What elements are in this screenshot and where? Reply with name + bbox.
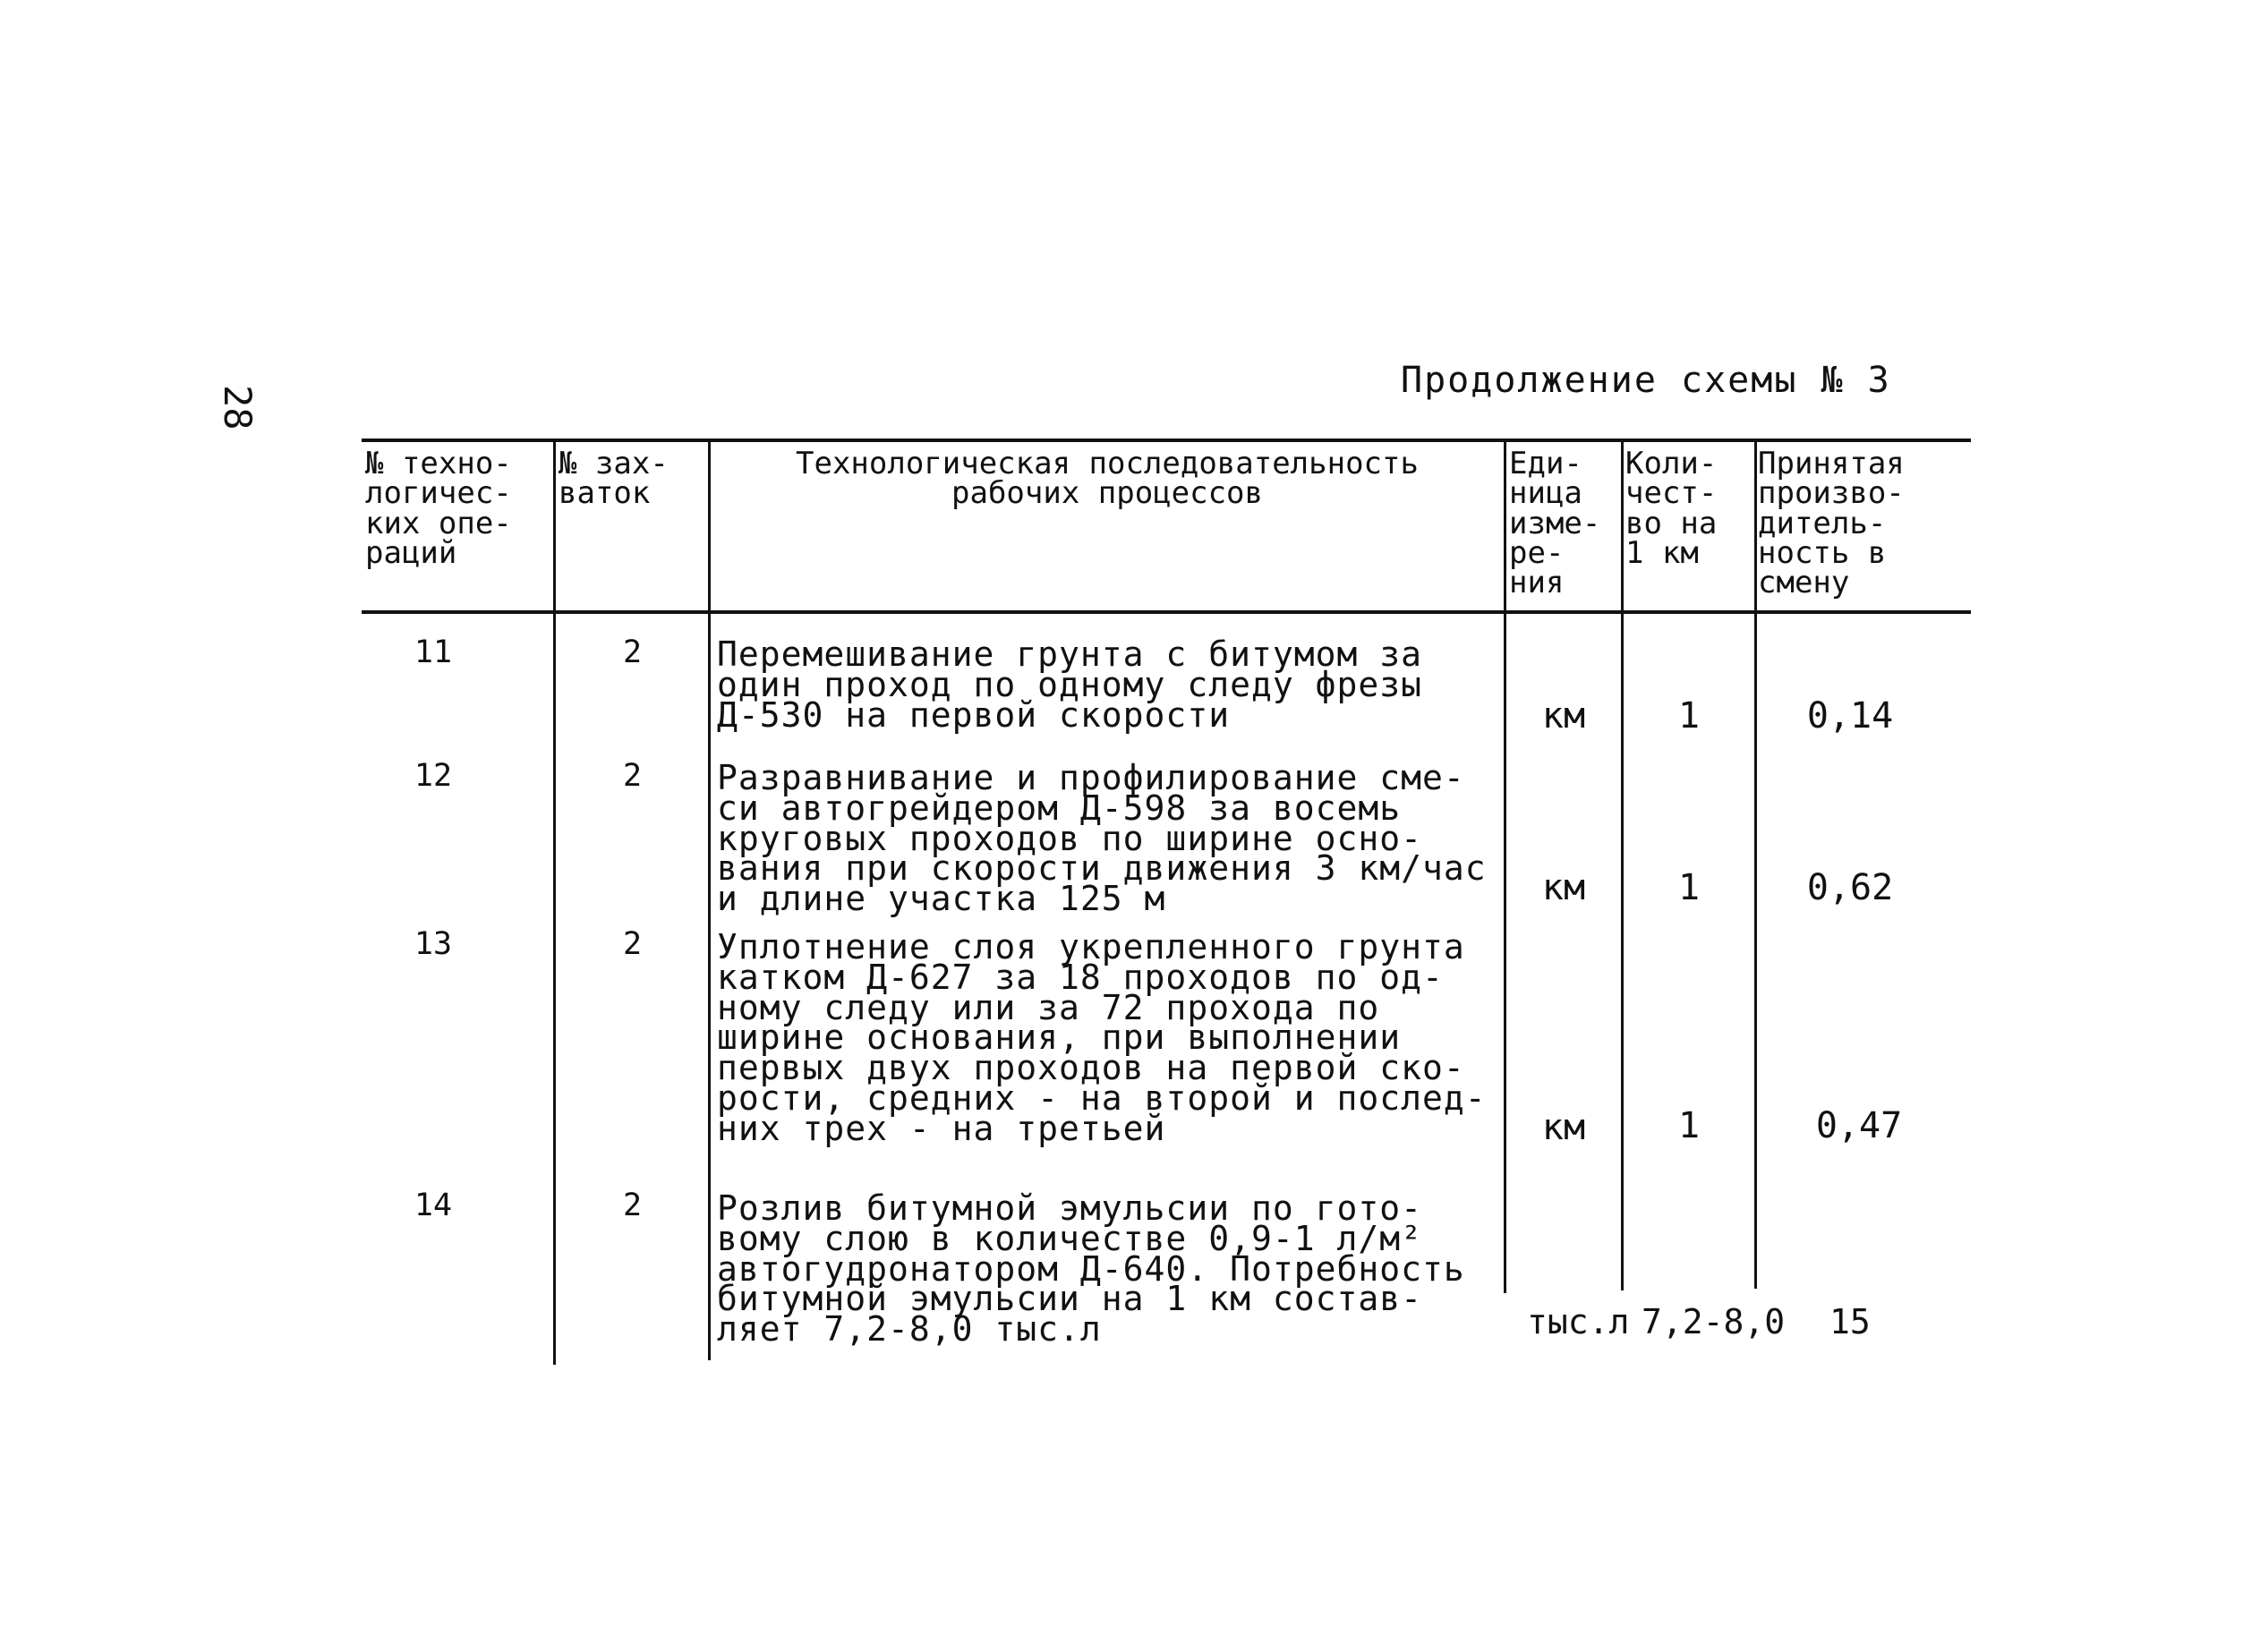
header-operation-number: № техно- логичес- ких опе- раций xyxy=(365,446,512,571)
row-11-output: 0,14 xyxy=(1806,695,1894,737)
row-11-unit: км xyxy=(1541,695,1586,737)
row-12-unit: км xyxy=(1541,867,1586,908)
schema-continuation-heading: Продолжение схемы № 3 xyxy=(1401,360,1891,401)
row-14-output: 15 xyxy=(1829,1302,1871,1341)
row-13-description: Уплотнение слоя укрепленного грунта катком Д-627 за 18 проходов по од- ному следу или за 72 прохода по ширине основания, при выполнении первых двух проходов на первой ско- рости, средних - на второй и послед- них трех - на третьей xyxy=(717,927,1487,1148)
row-13-quantity: 1 xyxy=(1677,1105,1701,1146)
row-13-unit: км xyxy=(1541,1107,1586,1148)
header-unit: Еди- ница изме- ре- ния xyxy=(1509,446,1601,601)
row-14-unit: тыс.л xyxy=(1527,1302,1630,1341)
table-top-rule xyxy=(362,439,1971,442)
process-table xyxy=(362,439,1973,1369)
column-divider-4 xyxy=(1621,439,1624,1290)
row-11-quantity: 1 xyxy=(1677,695,1701,737)
header-bottom-rule xyxy=(362,610,1971,614)
row-12-description: Разравнивание и профилирование сме- си автогрейдером Д-598 за восемь круговых проходов по ширине осно- вания при скорости движения 3 км/час и длине участка 125 м xyxy=(717,758,1487,919)
header-grip-number: № зах- ваток xyxy=(559,446,669,512)
header-process-sequence: Технологическая последовательность рабочих процессов xyxy=(796,446,1419,512)
header-output-per-shift: Принятая произво- дитель- ность в смену xyxy=(1758,446,1905,601)
row-14-quantity: 7,2-8,0 xyxy=(1642,1302,1786,1341)
row-12-quantity: 1 xyxy=(1677,867,1701,908)
row-12-grip-number: 2 xyxy=(622,758,643,794)
row-14-description: Розлив битумной эмульсии по гото- вому слою в количестве 0,9-1 л/м² автогудронатором Д-640. Потребность битумной эмульсии на 1 км состав- ляет 7,2-8,0 тыс.л xyxy=(717,1188,1465,1350)
header-quantity-per-km: Коли- чест- во на 1 км xyxy=(1625,446,1718,571)
row-14-grip-number: 2 xyxy=(622,1188,643,1223)
column-divider-1 xyxy=(553,439,556,1365)
row-11-grip-number: 2 xyxy=(622,634,643,670)
column-divider-2 xyxy=(708,439,711,1360)
row-11-op-number: 11 xyxy=(414,634,453,670)
row-11-description: Перемешивание грунта с битумом за один проход по одному следу фрезы Д-530 на первой скорости xyxy=(717,634,1422,735)
row-13-grip-number: 2 xyxy=(622,926,643,962)
page-number: 28 xyxy=(216,385,260,430)
row-12-output: 0,62 xyxy=(1806,867,1894,908)
row-12-op-number: 12 xyxy=(414,758,453,794)
row-14-op-number: 14 xyxy=(414,1188,453,1223)
row-13-output: 0,47 xyxy=(1815,1105,1903,1146)
column-divider-5 xyxy=(1754,439,1757,1289)
row-13-op-number: 13 xyxy=(414,926,453,962)
